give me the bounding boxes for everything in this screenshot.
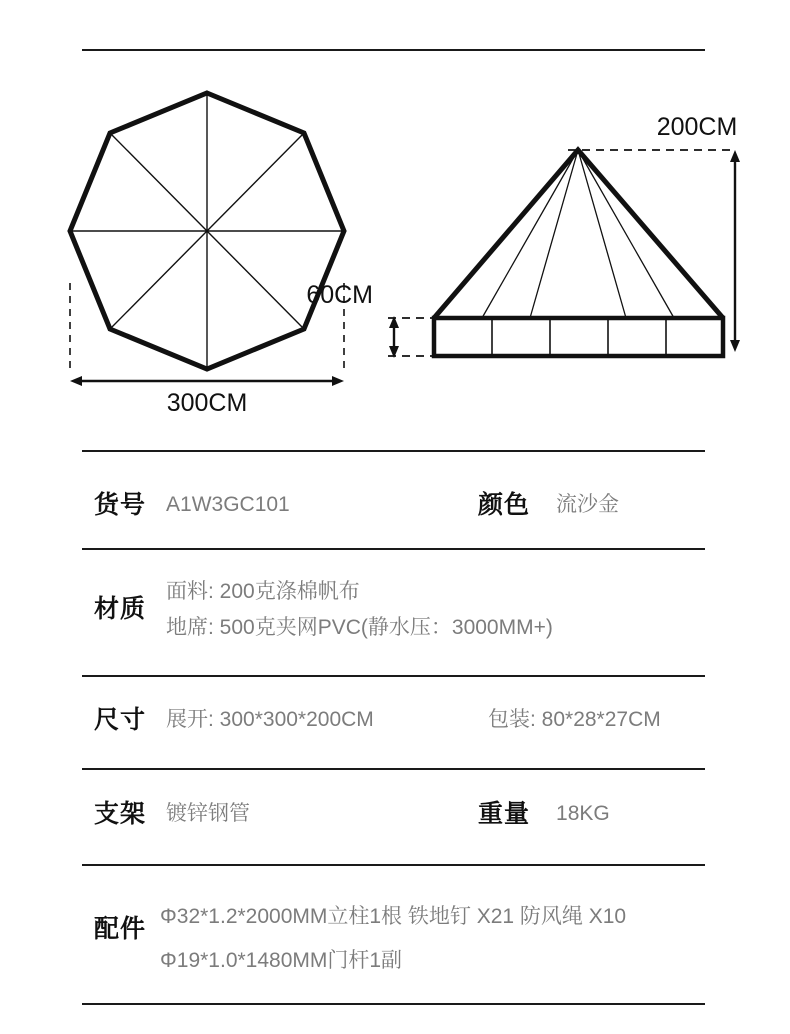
divider-row-accessories-top [82,864,705,866]
spec-value-color: 流沙金 [556,493,620,516]
octagon-floorplan [70,93,344,417]
spec-cell-color [478,488,619,522]
divider-row-size-top [82,675,705,677]
spec-cell-item-no [94,488,290,522]
spec-label-item-no: 货号 [94,491,147,519]
octagon-width-dimension [70,376,344,386]
divider-row-material-top [82,548,705,550]
tent-elevation [306,113,740,358]
spec-label-size: 尺寸 [94,706,147,734]
spec-cell-packing [488,703,661,737]
spec-cell-frame [94,797,250,831]
spec-value-weight: 18KG [556,802,610,825]
spec-cell-accessories [94,895,626,983]
divider-row-item-no-top [82,450,705,452]
spec-value-size-packed: 包装: 80*28*27CM [488,708,661,731]
spec-label-color: 颜色 [478,491,531,519]
tent-height-label: 200CM [656,113,738,141]
spec-cell-size [94,703,374,737]
tent-base-wall [434,318,723,356]
spec-value-size-unfolded: 展开: 300*300*200CM [166,708,374,731]
divider-bottom [82,1003,705,1005]
spec-value-accessories-line2: Φ19*1.0*1480MM门杆1副 [160,949,403,972]
spec-value-item-no: A1W3GC101 [166,493,290,516]
spec-value-frame: 镀锌钢管 [166,802,251,825]
octagon-spokes [70,93,344,369]
tent-height-dimension [730,150,740,352]
spec-label-frame: 支架 [94,800,147,828]
tent-wall-dimension [389,316,399,358]
tent-wall-height-label: 60CM [306,281,373,309]
tent-roof-outline [434,150,723,318]
octagon-width-label: 300CM [166,389,248,417]
spec-label-accessories: 配件 [94,915,147,943]
spec-cell-weight [478,797,610,831]
spec-value-material-list [166,574,553,646]
spec-label-weight: 重量 [478,800,531,828]
spec-label-material: 材质 [94,595,147,623]
spec-value-accessories-list [160,895,626,983]
diagram-area [0,0,790,440]
spec-value-material-groundsheet: 地席: 500克夹网PVC(静水压：3000MM+) [166,616,553,639]
divider-row-frame-top [82,768,705,770]
spec-value-material-fabric: 面料: 200克涤棉帆布 [166,580,360,603]
spec-cell-material [94,574,553,646]
spec-value-accessories-line1: Φ32*1.2*2000MM立柱1根 铁地钉 X21 防风绳 X10 [160,905,627,928]
